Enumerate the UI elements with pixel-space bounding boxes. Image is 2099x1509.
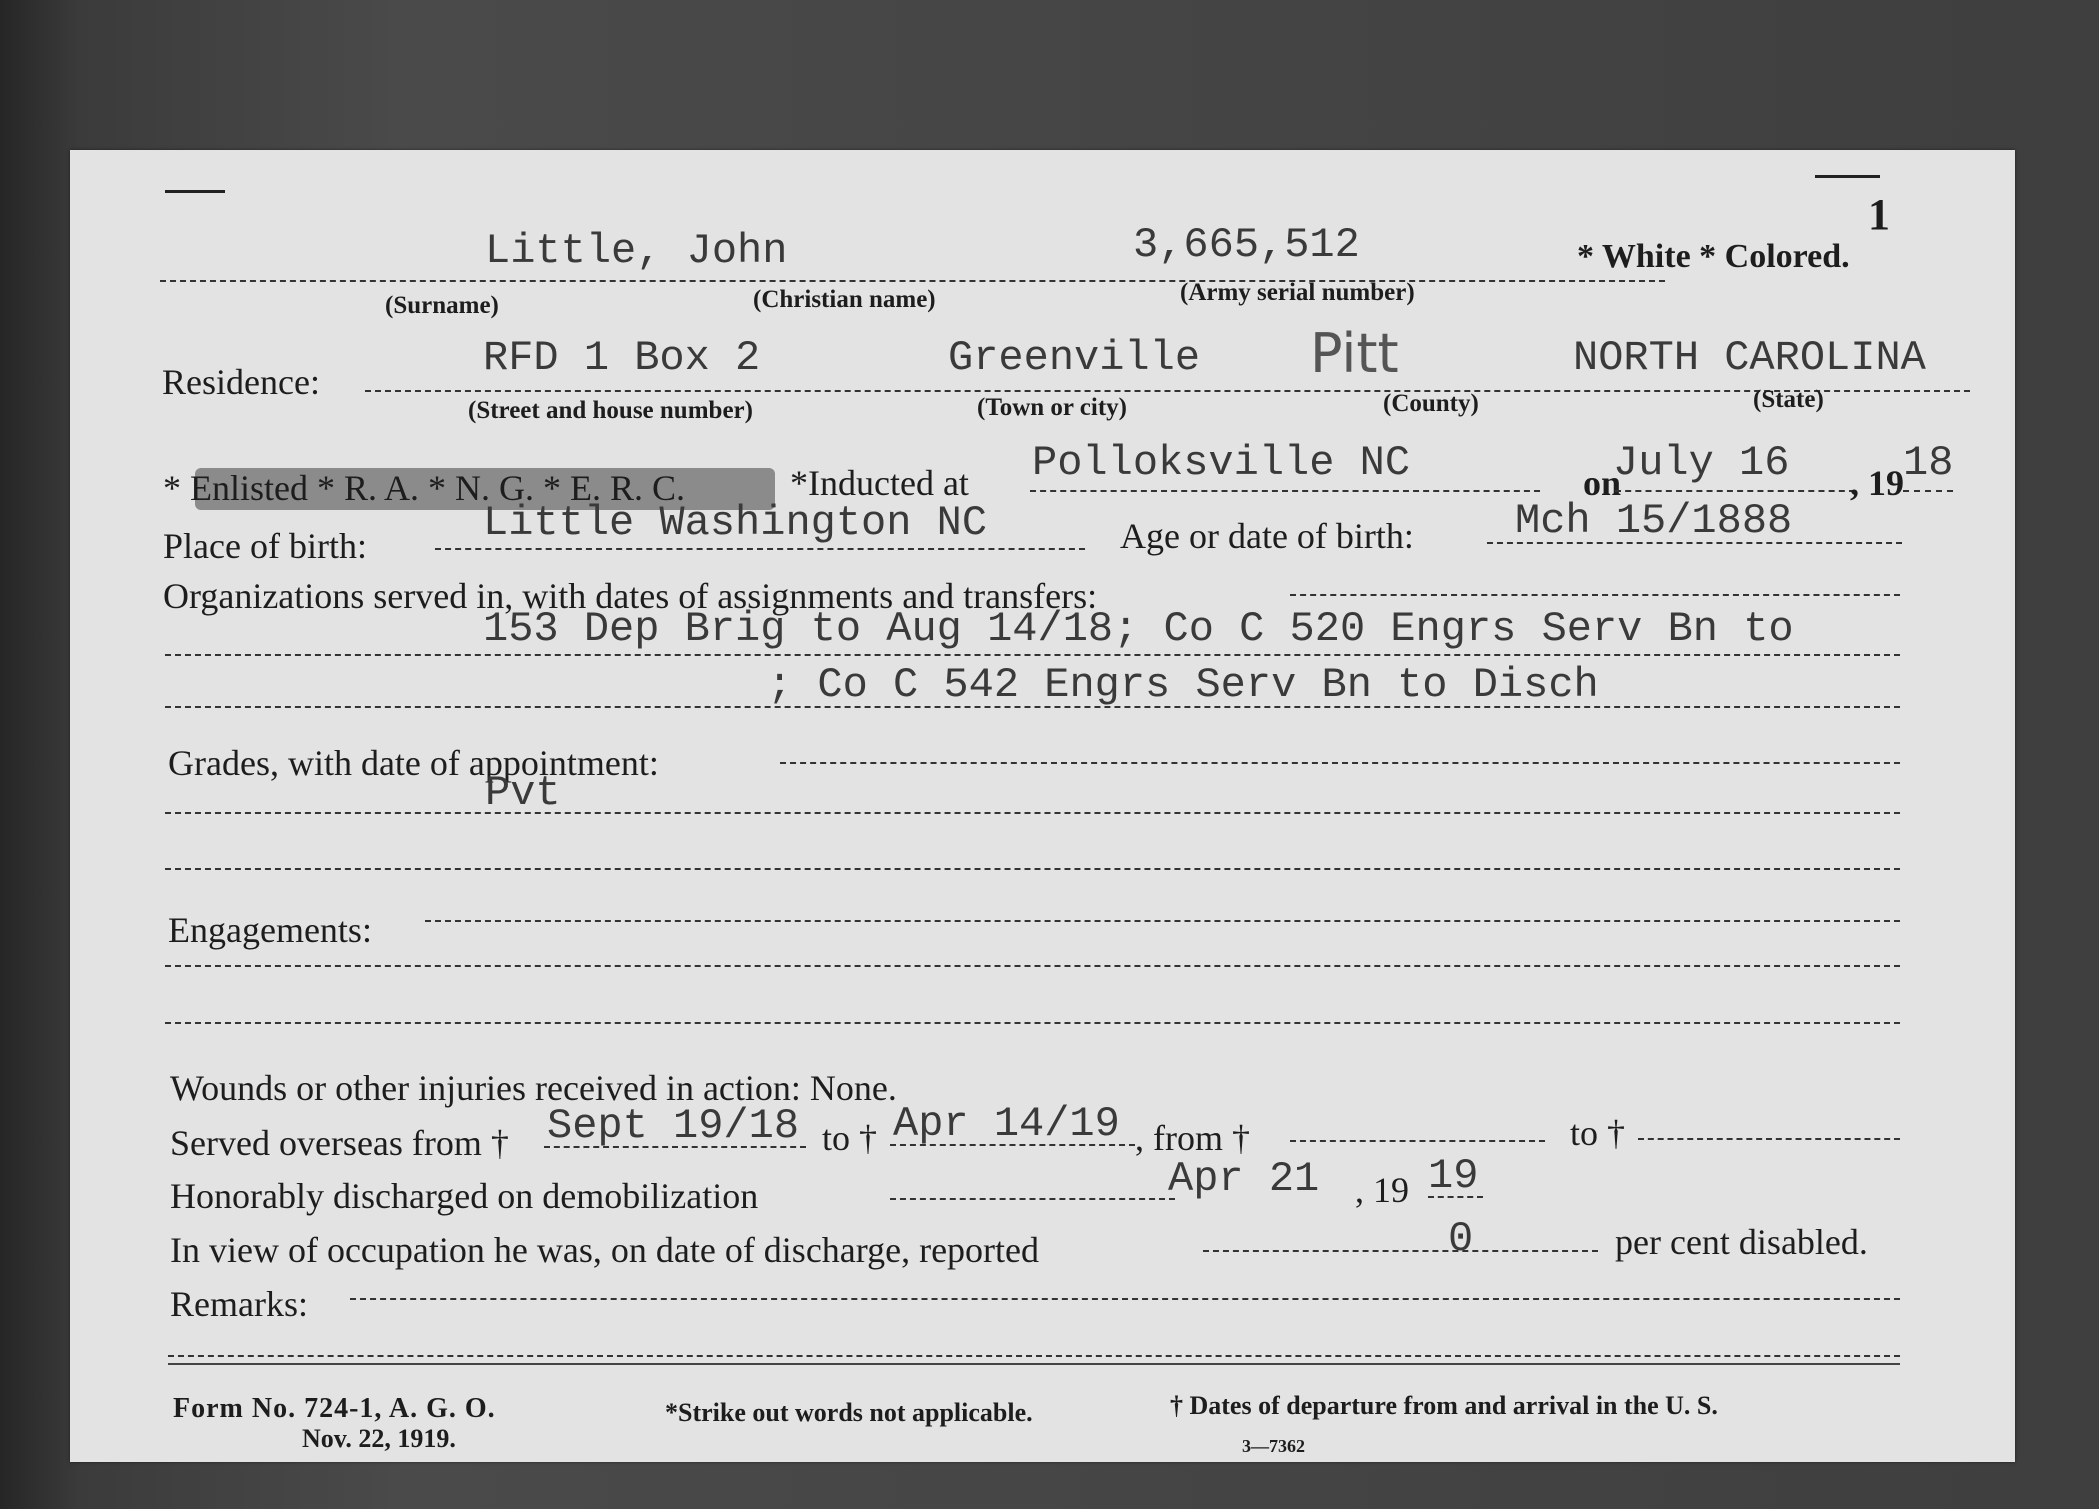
organization-line-1: 153 Dep Brig to Aug 14/18; Co C 520 Engrs Serv Bn to <box>483 605 1794 653</box>
engagements-label: Engagements: <box>168 910 372 950</box>
grade: Pvt <box>485 769 561 817</box>
page-number: 1 <box>1868 190 1890 239</box>
residence-label: Residence: <box>162 362 320 402</box>
overseas-from-line <box>544 1146 806 1148</box>
serial-caption: (Army serial number) <box>1180 279 1415 306</box>
per-cent-label: per cent disabled. <box>1615 1222 1868 1262</box>
disabled-line <box>1203 1250 1598 1252</box>
grades-line-0 <box>780 762 1900 764</box>
on-label: on <box>1583 463 1622 503</box>
print-code: 3—7362 <box>1242 1436 1305 1456</box>
service-record-card <box>70 150 2015 1462</box>
residence-town: Greenville <box>948 334 1201 382</box>
overseas-to-line <box>890 1144 1135 1146</box>
county-caption: (County) <box>1383 390 1479 417</box>
organizations-line-1 <box>165 654 1900 656</box>
organizations-label: Organizations served in, with dates of assignments and transfers: <box>163 576 1098 616</box>
inducted-date: July 16 <box>1613 439 1790 487</box>
organizations-line-2 <box>165 706 1900 708</box>
state-caption: (State) <box>1753 386 1824 413</box>
remarks-line-2 <box>168 1355 1900 1357</box>
overseas-from-date: Sept 19/18 <box>547 1102 800 1150</box>
enlisted-options: * Enlisted * R. A. * N. G. * E. R. C. <box>163 468 686 508</box>
year-prefix-2: , 19 <box>1355 1170 1409 1210</box>
birth-place: Little Washington NC <box>483 499 988 547</box>
residence-state: NORTH CAROLINA <box>1573 334 1926 382</box>
form-number: Form No. 724-1, A. G. O. <box>173 1393 496 1424</box>
inducted-at-label: *Inducted at <box>790 463 969 503</box>
to-label-2: to † <box>1570 1113 1626 1153</box>
residence-county: Pitt <box>1310 322 1399 385</box>
race-options: * White * Colored. <box>1577 238 1850 275</box>
birth-date-line <box>1487 542 1902 544</box>
strike-note: *Strike out words not applicable. <box>665 1398 1033 1427</box>
engagements-line-1 <box>165 965 1900 967</box>
discharge-year-line <box>1428 1196 1483 1198</box>
discharge-year: 19 <box>1428 1152 1479 1200</box>
birth-date: Mch 15/1888 <box>1515 497 1793 545</box>
remarks-label: Remarks: <box>170 1284 308 1324</box>
grades-line-2 <box>165 868 1900 870</box>
town-caption: (Town or city) <box>977 394 1127 421</box>
form-date: Nov. 22, 1919. <box>302 1424 456 1453</box>
grades-line-1 <box>165 812 1900 814</box>
christian-name-caption: (Christian name) <box>753 286 936 313</box>
serial-number: 3,665,512 <box>1133 221 1360 269</box>
corner-mark <box>165 190 225 193</box>
served-overseas-label: Served overseas from † <box>170 1123 509 1163</box>
from-label: , from † <box>1135 1118 1250 1158</box>
organization-line-2: ; Co C 542 Engrs Serv Bn to Disch <box>767 661 1599 709</box>
organizations-line-0 <box>1290 594 1900 596</box>
inducted-date-line <box>1615 490 1855 492</box>
inducted-place-line <box>1030 490 1540 492</box>
year-prefix: , 19 <box>1850 463 1904 503</box>
engagements-line-0 <box>425 920 1900 922</box>
footer-rule <box>168 1363 1900 1365</box>
inducted-year-line <box>1903 490 1953 492</box>
discharge-date: Apr 21 <box>1168 1155 1320 1203</box>
residence-street: RFD 1 Box 2 <box>483 334 761 382</box>
from-line <box>1290 1140 1545 1142</box>
overseas-to-date: Apr 14/19 <box>893 1100 1120 1148</box>
page-number-overline <box>1815 175 1880 178</box>
engagements-line-2 <box>165 1022 1900 1024</box>
residence-line <box>365 390 1970 392</box>
street-caption: (Street and house number) <box>468 397 753 424</box>
birth-place-line <box>435 548 1085 550</box>
occupation-label: In view of occupation he was, on date of discharge, reported <box>170 1230 1040 1270</box>
grades-label: Grades, with date of appointment: <box>168 743 659 783</box>
surname-caption: (Surname) <box>385 292 499 319</box>
place-of-birth-label: Place of birth: <box>163 526 367 566</box>
remarks-line-1 <box>350 1298 1900 1300</box>
name-line <box>160 280 1665 282</box>
to-label: to † <box>822 1118 878 1158</box>
discharge-date-line <box>890 1198 1175 1200</box>
disabled-percent: 0 <box>1448 1215 1474 1263</box>
dates-note: † Dates of departure from and arrival in the U. S. <box>1170 1391 1718 1420</box>
soldier-name: Little, John <box>485 227 788 275</box>
inducted-year: 18 <box>1903 439 1954 487</box>
discharged-label: Honorably discharged on demobilization <box>170 1176 759 1216</box>
to-line-2 <box>1638 1138 1900 1140</box>
age-label: Age or date of birth: <box>1120 516 1414 556</box>
wounds-label: Wounds or other injuries received in action: None. <box>170 1068 897 1108</box>
inducted-place: Polloksville NC <box>1032 439 1411 487</box>
